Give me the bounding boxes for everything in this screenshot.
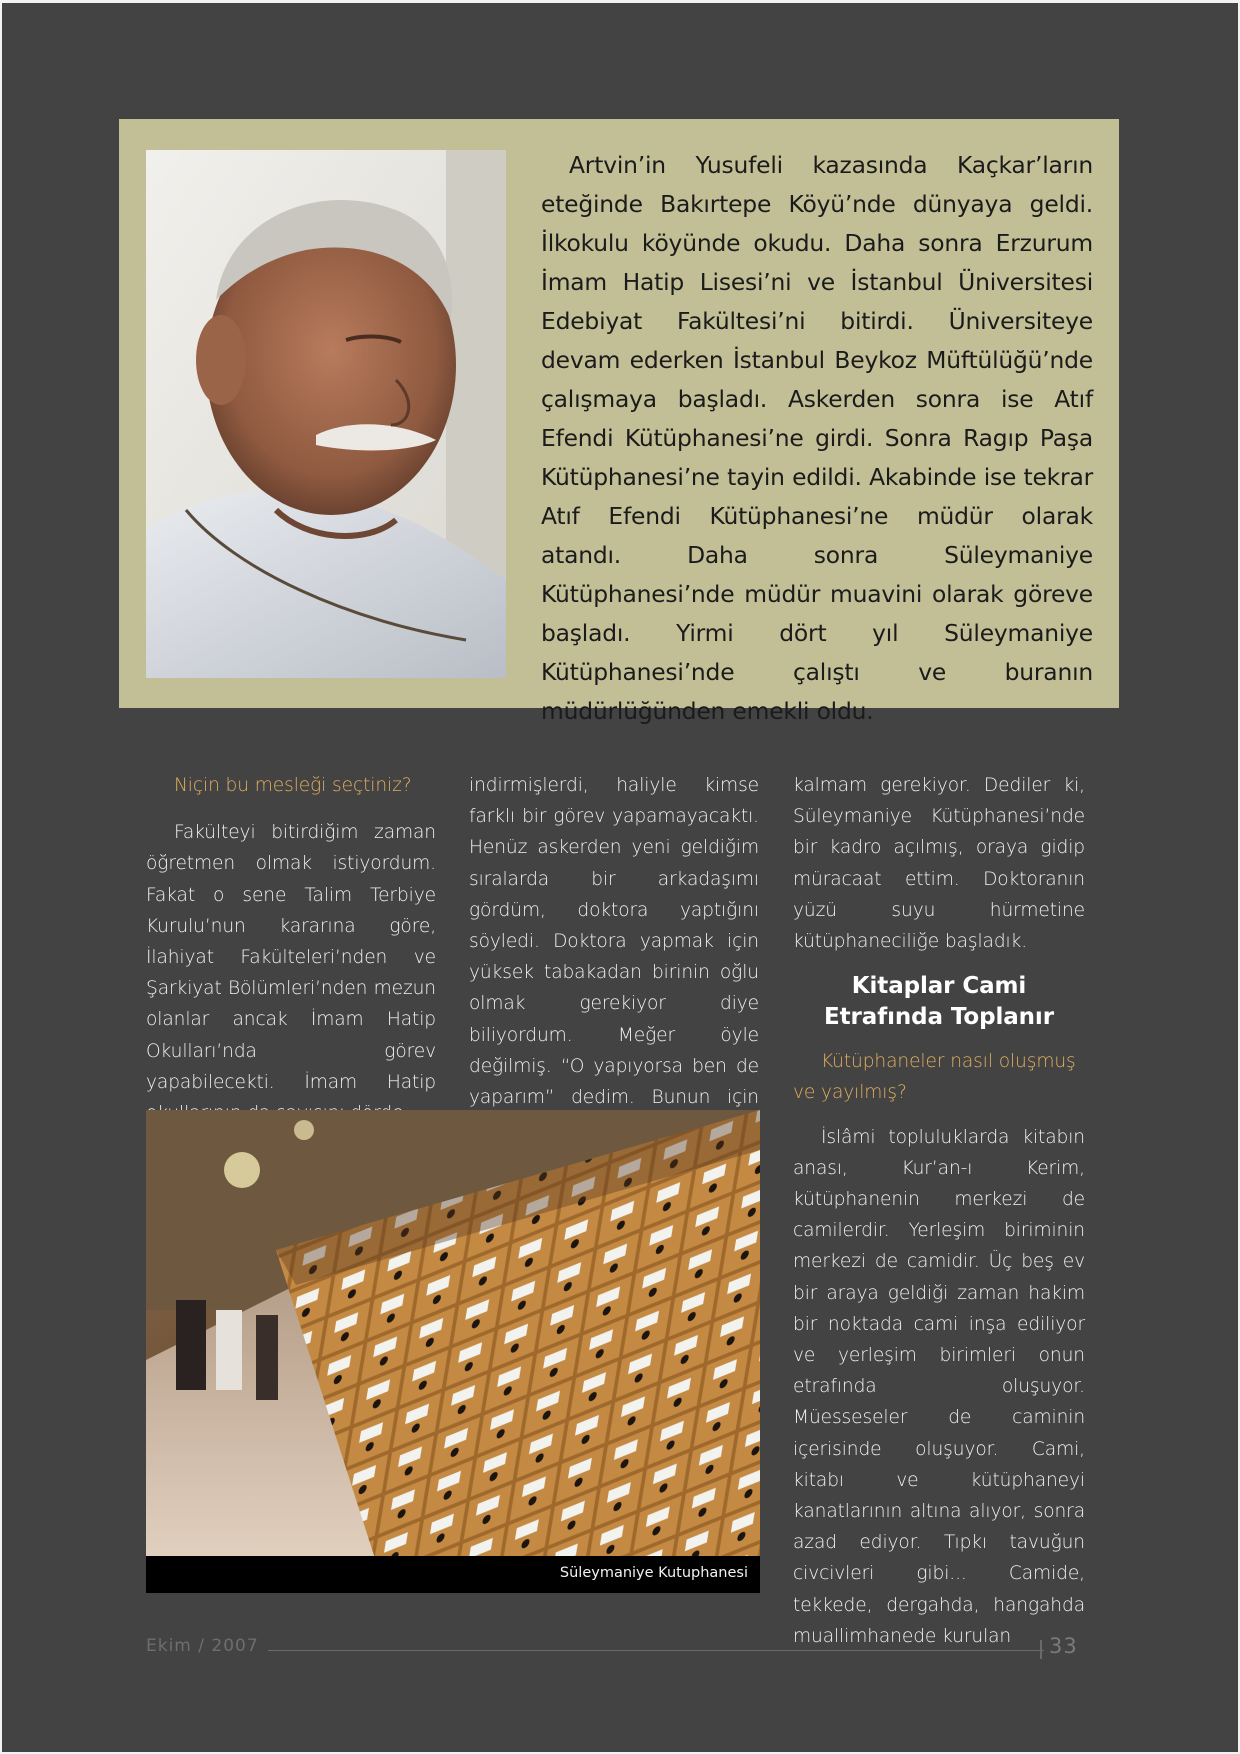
page-number: 33 (1049, 1634, 1078, 1658)
article-column-3 (793, 770, 1085, 1652)
article-paragraph: indirmişlerdi, haliyle kimse farklı bir görev yapamayacaktı. Henüz askerden yeni geldiğim sıralarda bir arkadaşımı gördüm, doktora yaptığını söyledi. Doktora yapmak için yüksek tabakadan birinin oğlu olmak gerekiyor diye biliyordum. Meğer öyle değilmiş. “O yapıyorsa ben de yaparım” dedim. Bunun için (469, 775, 759, 1109)
article-paragraph: İslâmi topluluklarda kitabın anası, Kur’an-ı Kerim, kütüphanenin merkezi de camilerdir. Yerleşim biriminin merkezi de camidir. Üç beş ev bir araya geldiği zaman hakim bir noktada cami inşa ediliyor ve yerleşim birimleri onun etrafında oluşuyor. Müesseseler de caminin içerisinde oluşuyor. Cami, kitabı ve kütüphaneyi kanatlarının altına alıyor, sonra azad ediyor. Tıpkı tavuğun civcivleri gibi... Camide, tekkede, dergahda, hangahda muallimhanede kurulan (793, 1126, 1085, 1647)
article-paragraph: kalmam gerekiyor. Dediler ki, Süleymaniye Kütüphanesi’nde bir kadro açılmış, oraya gidip müracaat ettim. Doktoranın yüzü suyu hürmetine kütüphaneciliğe başladık. (793, 775, 1085, 953)
question-heading: Kütüphaneler nasıl oluşmuş ve yayılmış? (793, 1051, 1076, 1104)
footer-date: Ekim / 2007 (146, 1636, 259, 1656)
footer-divider (1040, 1640, 1042, 1659)
photo-caption-bar (146, 1556, 760, 1593)
article-paragraph: Fakülteyi bitirdiğim zaman öğretmen olmak istiyordum. Fakat o sene Talim Terbiye Kurulu’nun kararına göre, İlahiyat Fakülteleri’nden ve Şarkiyat Bölümleri’nden mezun olanlar ancak İmam Hatip Okulları’nda görev yapabilecekti. İmam Hatip (146, 822, 436, 1093)
question-heading: Niçin bu mesleği seçtiniz? (174, 775, 412, 796)
footer-rule (268, 1650, 1044, 1651)
library-photo (146, 1110, 760, 1593)
section-subheading: Kitaplar Cami Etrafında Toplanır (824, 973, 1054, 1031)
portrait-photo (146, 150, 506, 678)
article-column-1 (146, 770, 436, 1129)
bio-paragraph: Artvin’in Yusufeli kazasında Kaçkar’ların eteğinde Bakırtepe Köyü’nde dünyaya geldi. İlkokulu köyünde okudu. Daha sonra Erzurum İmam Hatip Lisesi’ni ve İstanbul Üniversitesi Edebiyat Fakültesi’ni bitirdi. Üniversiteye devam ederken İstanbul Beykoz Müftülüğü’nde çalışmaya başladı. Askerden sonra ise Atıf Efendi Kütüphanesi’ne girdi. Sonra Ragıp Paşa Kütüphanesi’ne tayin edildi. Akabinde ise tekrar Atıf Efendi Kütüphanesi’ne müdür olarak atandı. Daha sonra Süleymaniye Kütüphanesi’nde müdür muavini olarak göreve başladı. Yirmi dört yıl Süleymaniye Kütüphanesi’nde çalıştı ve buranın müdürlüğünden emekli oldu. (541, 151, 1093, 725)
article-column-2 (469, 770, 759, 1144)
photo-caption: Süleymaniye Kutuphanesi (559, 1565, 748, 1581)
bio-text (541, 146, 1093, 731)
